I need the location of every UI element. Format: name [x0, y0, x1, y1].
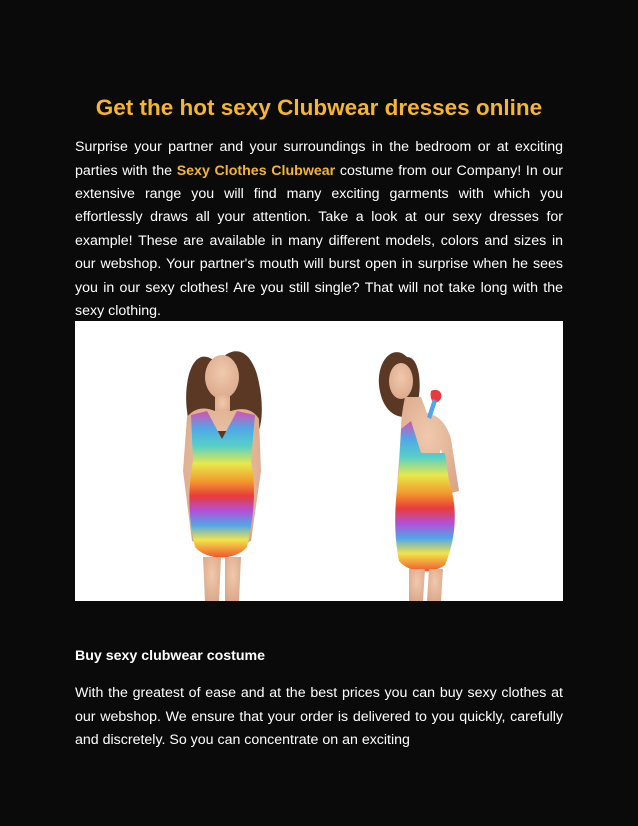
page-title: Get the hot sexy Clubwear dresses online — [95, 95, 543, 121]
intro-paragraph — [75, 136, 563, 323]
body-paragraph: With the greatest of ease and at the best prices you can buy sexy clothes at our webshop. We ensure that your order is delivered to you quickly, carefully and discretely. So you can concentrate on an exciting — [75, 685, 563, 748]
model-front-figure — [183, 351, 262, 601]
section-heading: Buy sexy clubwear costume — [75, 647, 266, 664]
model-back-figure — [379, 352, 459, 601]
product-photo — [75, 321, 563, 601]
intro-text-end: costume from our Company! In our extensive range you will find many exciting garments with which you effortlessly draws all your attention. Take a look at our sexy dresses for example! These are available in many different models, colors and sizes in our webshop. Your partner's mouth will burst open in surprise when he sees you in our sexy clothes! Are you still single? That will not take long with the sexy clothing. — [75, 162, 563, 320]
intro-text-start: Surprise your partner and your surroundings in the bedroom or at exciting parties with the — [75, 139, 563, 179]
product-highlight-link[interactable]: Sexy Clothes Clubwear — [176, 162, 336, 179]
